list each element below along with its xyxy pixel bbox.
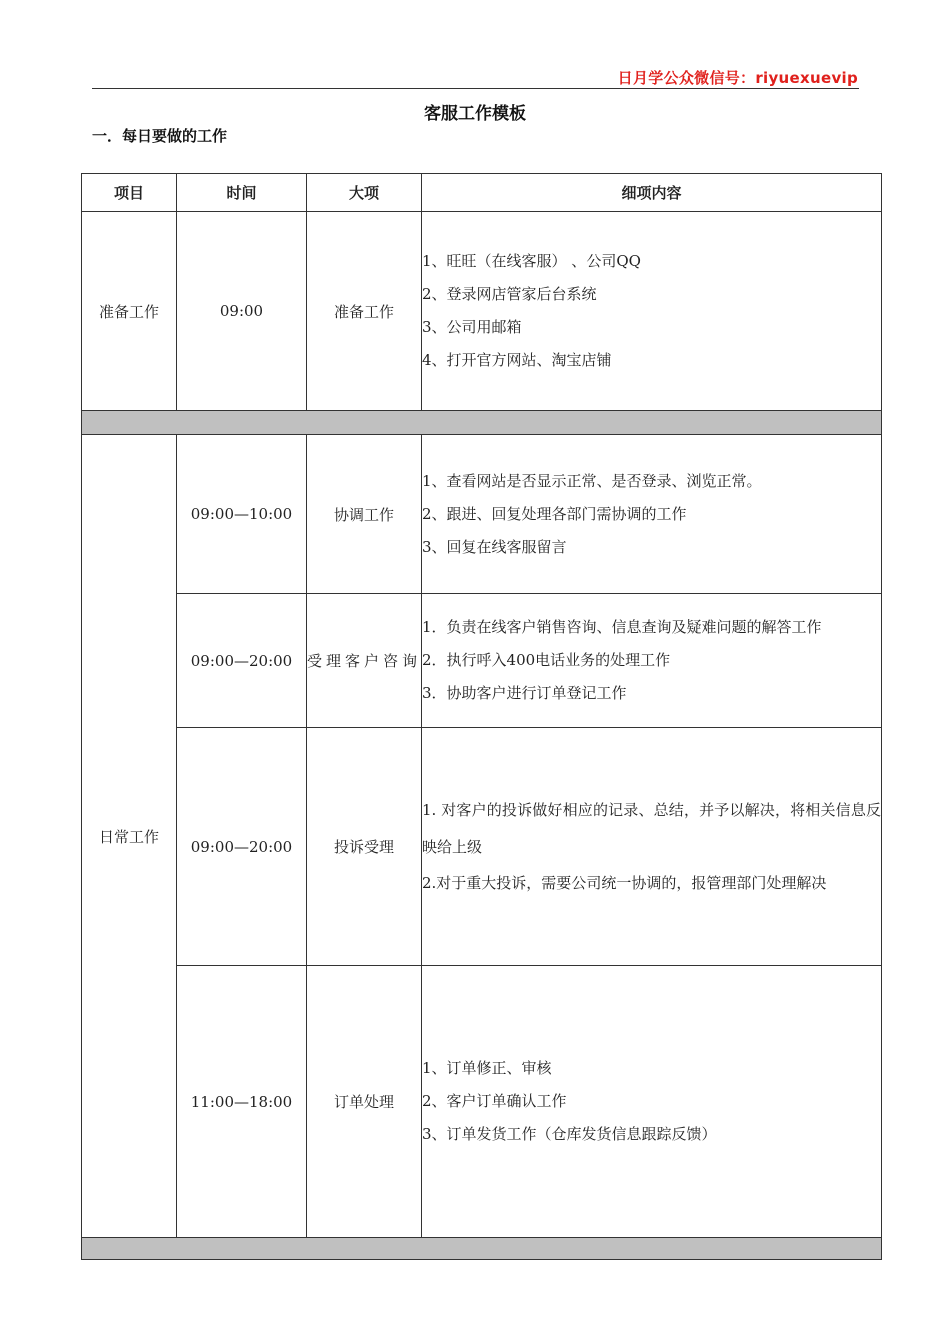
work-schedule-table [81, 173, 882, 1260]
detail-line: 3、公司用邮箱 [422, 318, 522, 336]
section-heading: 一．每日要做的工作 [92, 127, 228, 145]
time-cell: 09:00 [177, 212, 307, 411]
header-divider [92, 88, 859, 89]
category-cell: 协调工作 [307, 435, 422, 594]
detail-line: 1. 对客户的投诉做好相应的记录、总结，并予以解决，将相关信息反映给上级 [422, 801, 881, 856]
detail-line: 2、客户订单确认工作 [422, 1092, 567, 1110]
table-row [82, 594, 882, 728]
time-cell: 09:00—20:00 [177, 728, 307, 966]
detail-line: 1、订单修正、审核 [422, 1059, 552, 1077]
detail-line: 1、旺旺（在线客服） 、公司QQ [422, 252, 641, 270]
detail-line: 1．负责在线客户销售咨询、信息查询及疑难问题的解答工作 [422, 618, 822, 636]
category-cell: 投诉受理 [307, 728, 422, 966]
details-cell [422, 435, 882, 594]
category-cell: 订单处理 [307, 966, 422, 1238]
table-row [82, 212, 882, 411]
column-header-details: 细项内容 [422, 174, 882, 212]
project-cell-daily: 日常工作 [82, 435, 177, 1238]
detail-line: 3．协助客户进行订单登记工作 [422, 684, 627, 702]
table-header-row [82, 174, 882, 212]
detail-line: 3、回复在线客服留言 [422, 537, 567, 556]
column-header-category: 大项 [307, 174, 422, 212]
detail-line: 2.对于重大投诉，需要公司统一协调的，报管理部门处理解决 [422, 874, 827, 892]
detail-line: 2、跟进、回复处理各部门需协调的工作 [422, 504, 687, 523]
header-brand-text: 日月学公众微信号：riyuexuevip [617, 69, 858, 87]
details-cell [422, 728, 882, 966]
detail-line: 2．执行呼入400电话业务的处理工作 [422, 651, 671, 669]
column-header-project: 项目 [82, 174, 177, 212]
detail-line: 1、查看网站是否显示正常、是否登录、浏览正常。 [422, 471, 762, 490]
detail-line: 3、订单发货工作（仓库发货信息跟踪反馈） [422, 1125, 717, 1143]
details-cell [422, 966, 882, 1238]
detail-line: 4、打开官方网站、淘宝店铺 [422, 351, 612, 369]
table-row [82, 966, 882, 1238]
time-cell: 11:00—18:00 [177, 966, 307, 1238]
project-cell-prep: 准备工作 [82, 212, 177, 411]
time-cell: 09:00—10:00 [177, 435, 307, 594]
category-cell: 准备工作 [307, 212, 422, 411]
details-cell [422, 594, 882, 728]
separator-cell [82, 1238, 882, 1260]
document-title: 客服工作模板 [424, 104, 526, 124]
separator-row [82, 1238, 882, 1260]
separator-cell [82, 411, 882, 435]
table-row [82, 728, 882, 966]
detail-line: 2、登录网店管家后台系统 [422, 285, 597, 303]
table-row [82, 435, 882, 594]
details-cell [422, 212, 882, 411]
column-header-time: 时间 [177, 174, 307, 212]
category-cell: 受理客户咨询 [307, 594, 422, 728]
separator-row [82, 411, 882, 435]
time-cell: 09:00—20:00 [177, 594, 307, 728]
